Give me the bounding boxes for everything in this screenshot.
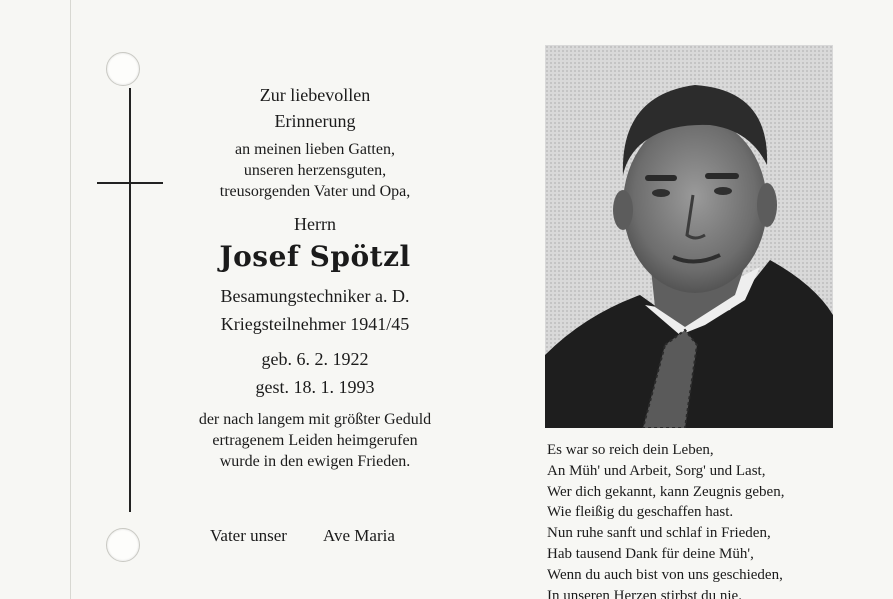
portrait-photo: [545, 45, 833, 428]
prayer-ave-maria: Ave Maria: [323, 526, 395, 545]
intro-line-2: unseren herzensguten,: [243, 162, 387, 179]
birth-date: geb. 6. 2. 1922: [261, 349, 369, 369]
intro-line-3: treusorgenden Vater und Opa,: [219, 183, 411, 200]
death-date: gest. 18. 1. 1993: [255, 377, 375, 397]
cross-icon-horizontal: [97, 182, 163, 184]
closing-line-3: wurde in den ewigen Frieden.: [219, 453, 411, 470]
occupation: Besamungstechniker a. D.: [220, 286, 410, 306]
poem-line: Wenn du auch bist von uns geschieden,: [547, 566, 783, 583]
poem-line: Es war so reich dein Leben,: [547, 442, 714, 458]
punch-hole-top: [106, 52, 140, 86]
punch-hole-bottom: [106, 528, 140, 562]
salutation: Herrn: [294, 214, 336, 234]
cross-icon-vertical: [129, 88, 131, 512]
heading-line-1: Zur liebevollen: [259, 85, 371, 105]
poem-line: In unseren Herzen stirbst du nie.: [547, 587, 742, 599]
closing-line-1: der nach langem mit größter Geduld: [198, 411, 432, 428]
veteran-note: Kriegsteilnehmer 1941/45: [220, 314, 410, 334]
poem-line: Nun ruhe sanft und schlaf in Frieden,: [547, 525, 771, 542]
card-edge: [70, 0, 71, 599]
poem-line: An Müh' und Arbeit, Sorg' und Last,: [547, 462, 766, 479]
poem: [547, 440, 784, 599]
intro-line-1: an meinen lieben Gatten,: [235, 141, 395, 158]
heading-line-2: Erinnerung: [274, 111, 356, 131]
prayer-vater-unser: Vater unser: [210, 526, 287, 545]
poem-line: Wie fleißig du geschaffen hast.: [547, 504, 734, 521]
poem-line: Hab tausend Dank für deine Müh',: [547, 545, 754, 562]
closing-line-2: ertragenem Leiden heimgerufen: [212, 432, 418, 449]
poem-line: Wer dich gekannt, kann Zeugnis geben,: [547, 483, 785, 500]
deceased-name: Josef Spötzl: [219, 240, 411, 273]
